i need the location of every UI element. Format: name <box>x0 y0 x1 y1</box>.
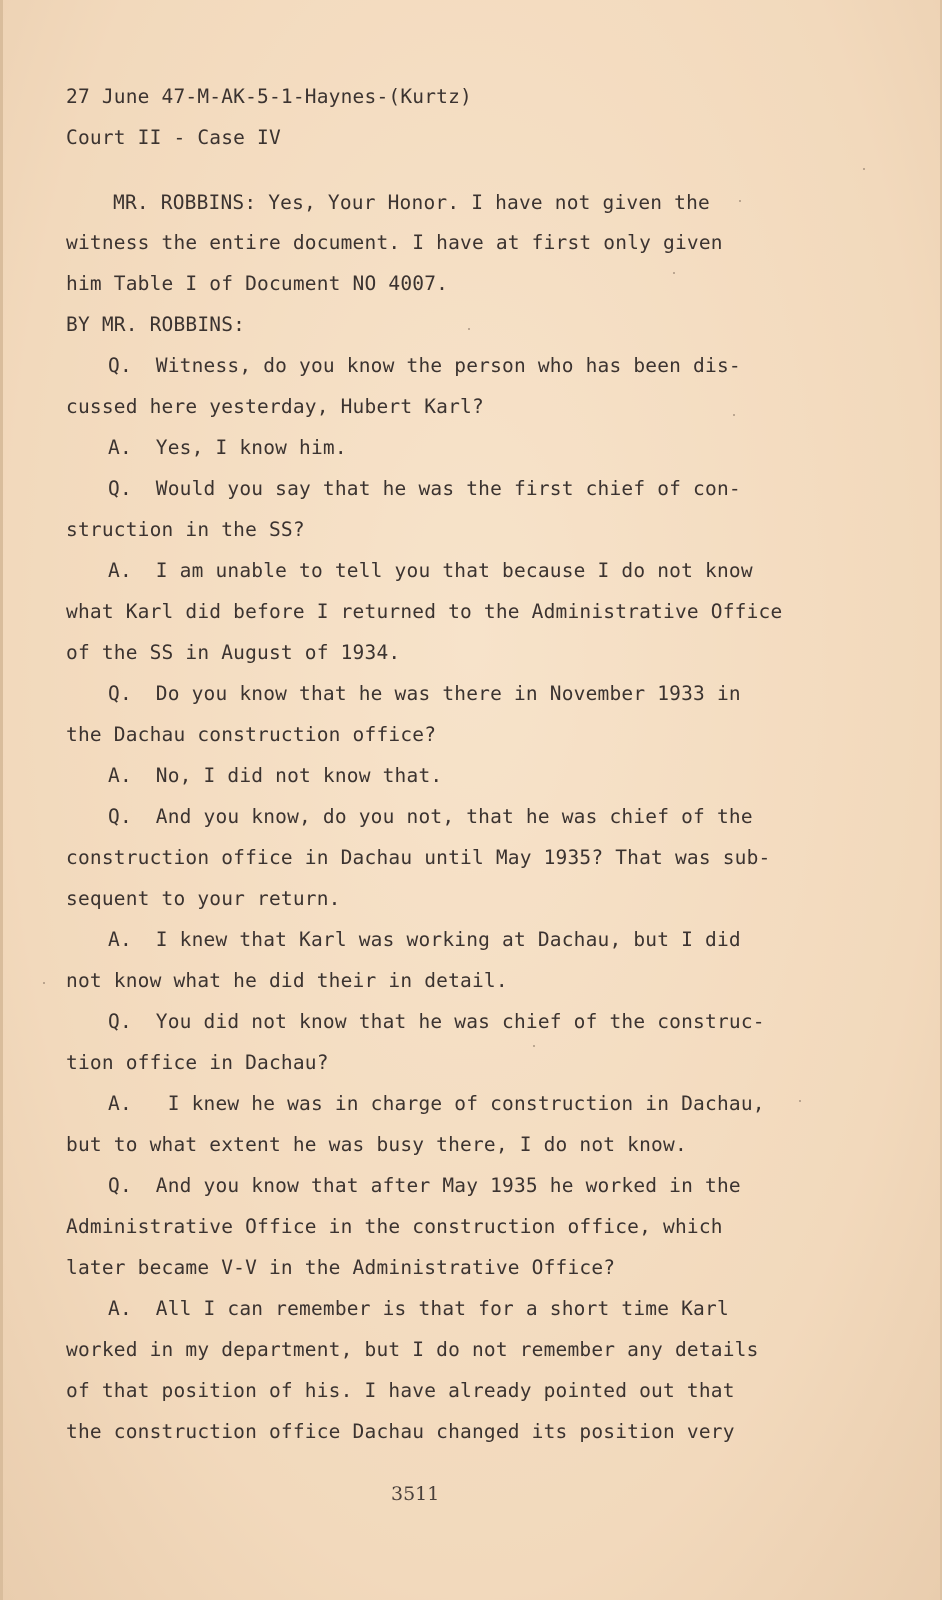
paper-speck <box>673 272 675 274</box>
transcript-line: later became V-V in the Administrative Office? <box>66 1256 616 1279</box>
transcript-line: the Dachau construction office? <box>66 723 437 746</box>
transcript-line: Q. And you know, do you not, that he was chief of the <box>108 805 753 828</box>
paper-speck <box>863 168 865 170</box>
transcript-line: A. I knew that Karl was working at Dachau, but I did <box>108 928 741 951</box>
paper-speck <box>533 1045 535 1047</box>
transcript-line: A. No, I did not know that. <box>108 764 443 787</box>
transcript-line: sequent to your return. <box>66 887 341 910</box>
transcript-line: him Table I of Document NO 4007. <box>66 272 449 295</box>
transcript-line: construction office in Dachau until May 1935? That was sub- <box>66 846 771 869</box>
paper-speck <box>733 414 735 416</box>
paper-speck <box>468 328 470 330</box>
transcript-line: the construction office Dachau changed its position very <box>66 1420 735 1443</box>
transcript-line: worked in my department, but I do not remember any details <box>66 1338 759 1361</box>
transcript-line: not know what he did their in detail. <box>66 969 508 992</box>
paper-speck <box>739 200 741 202</box>
transcript-line: Q. You did not know that he was chief of the construc- <box>108 1010 765 1033</box>
transcript-line: A. I knew he was in charge of construction in Dachau, <box>108 1092 765 1115</box>
transcript-line: witness the entire document. I have at first only given <box>66 231 723 254</box>
transcript-line: cussed here yesterday, Hubert Karl? <box>66 395 484 418</box>
header-reference: 27 June 47-M-AK-5-1-Haynes-(Kurtz) <box>66 85 472 108</box>
transcript-line: MR. ROBBINS: Yes, Your Honor. I have not given the <box>113 191 710 214</box>
transcript-line: Q. Would you say that he was the first chief of con- <box>108 477 741 500</box>
transcript-line: Q. Do you know that he was there in November 1933 in <box>108 682 741 705</box>
transcript-line: of the SS in August of 1934. <box>66 641 401 664</box>
paper-speck <box>799 1100 801 1102</box>
transcript-line: Q. And you know that after May 1935 he worked in the <box>108 1174 741 1197</box>
paper-speck <box>43 982 45 984</box>
transcript-line: but to what extent he was busy there, I do not know. <box>66 1133 687 1156</box>
page-number: 3511 <box>391 1483 440 1505</box>
transcript-line: Q. Witness, do you know the person who has been dis- <box>108 354 741 377</box>
header-court: Court II - Case IV <box>66 126 281 149</box>
transcript-line: Administrative Office in the construction office, which <box>66 1215 723 1238</box>
transcript-line: tion office in Dachau? <box>66 1051 329 1074</box>
transcript-line: of that position of his. I have already pointed out that <box>66 1379 735 1402</box>
transcript-line: A. I am unable to tell you that because I do not know <box>108 559 753 582</box>
transcript-line: A. All I can remember is that for a short time Karl <box>108 1297 729 1320</box>
transcript-line: BY MR. ROBBINS: <box>66 313 246 336</box>
transcript-line: struction in the SS? <box>66 518 305 541</box>
transcript-line: A. Yes, I know him. <box>108 436 347 459</box>
transcript-line: what Karl did before I returned to the Administrative Office <box>66 600 783 623</box>
